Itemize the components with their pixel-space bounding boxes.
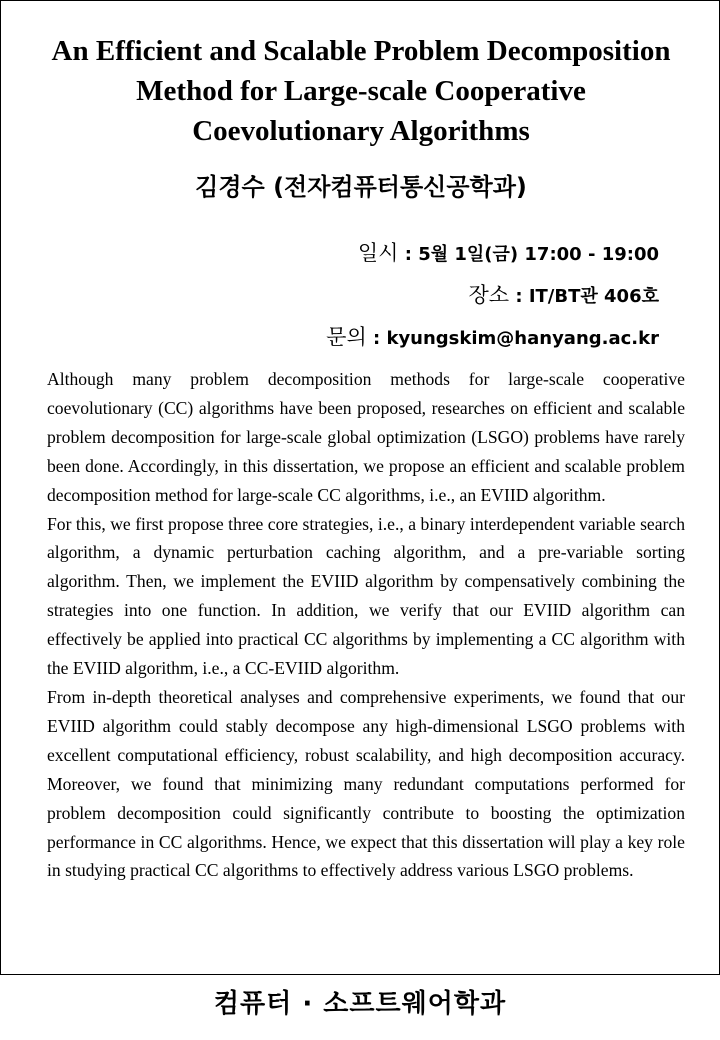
info-datetime	[326, 233, 659, 275]
abstract-paragraph: For this, we first propose three core strategies, i.e., a binary interdependent variable search algorithm, a dynamic perturbation caching algorithm, and a pre-variable sorting algorithm. Then, we implement the EVIID algorithm by compensatively combining the strategies into one function. In addition, we verify that our EVIID algorithm can effectively be applied into practical CC algorithms by implementing a CC algorithm with the EVIID algorithm, i.e., a CC-EVIID algorithm.	[47, 513, 685, 679]
abstract-paragraph: Although many problem decomposition methods for large-scale cooperative coevolutionary (CC) algorithms have been proposed, researches on efficient and scalable problem decomposition for large-scale global optimization (LSGO) problems have rarely been done. Accordingly, in this dissertation, we propose an efficient and scalable problem decomposition method for large-scale CC algorithms, i.e., an EVIID algorithm.	[47, 369, 685, 505]
event-info	[326, 233, 659, 359]
info-contact-value: kyungskim@hanyang.ac.kr	[386, 328, 659, 349]
title-line: An Efficient and Scalable Problem Decomposition	[51, 35, 671, 67]
info-location-value: IT/BT관 406호	[528, 286, 659, 307]
abstract-paragraph: From in-depth theoretical analyses and comprehensive experiments, we found that our EVIID algorithm could stably decompose any high-dimensional LSGO problems with excellent computational efficiency, robust scalability, and high decomposition accuracy. Moreover, we found that minimizing many redundant computations performed for problem decomposition could significantly contribute to boosting the optimization performance in CC algorithms. Hence, we expect that this dissertation will play a key role in studying practical CC algorithms to effectively address various LSGO problems.	[47, 686, 685, 881]
info-contact	[326, 317, 659, 359]
info-location	[326, 275, 659, 317]
info-separator: :	[398, 244, 419, 265]
department-footer: 컴퓨터 · 소프트웨어학과	[213, 989, 507, 1019]
info-separator: :	[366, 328, 387, 349]
info-location-label: 장소	[468, 283, 510, 307]
info-datetime-value: 5월 1일(금) 17:00 - 19:00	[418, 244, 659, 265]
title-line: Method for Large-scale Cooperative	[136, 75, 586, 107]
title-line: Coevolutionary Algorithms	[192, 115, 530, 147]
abstract-body	[47, 365, 685, 885]
info-separator: :	[509, 286, 529, 307]
info-contact-label: 문의	[326, 325, 367, 349]
poster-title	[1, 31, 720, 151]
presenter-name: 김경수 (전자컴퓨터통신공학과)	[195, 173, 527, 201]
info-datetime-label: 일시	[357, 241, 399, 265]
